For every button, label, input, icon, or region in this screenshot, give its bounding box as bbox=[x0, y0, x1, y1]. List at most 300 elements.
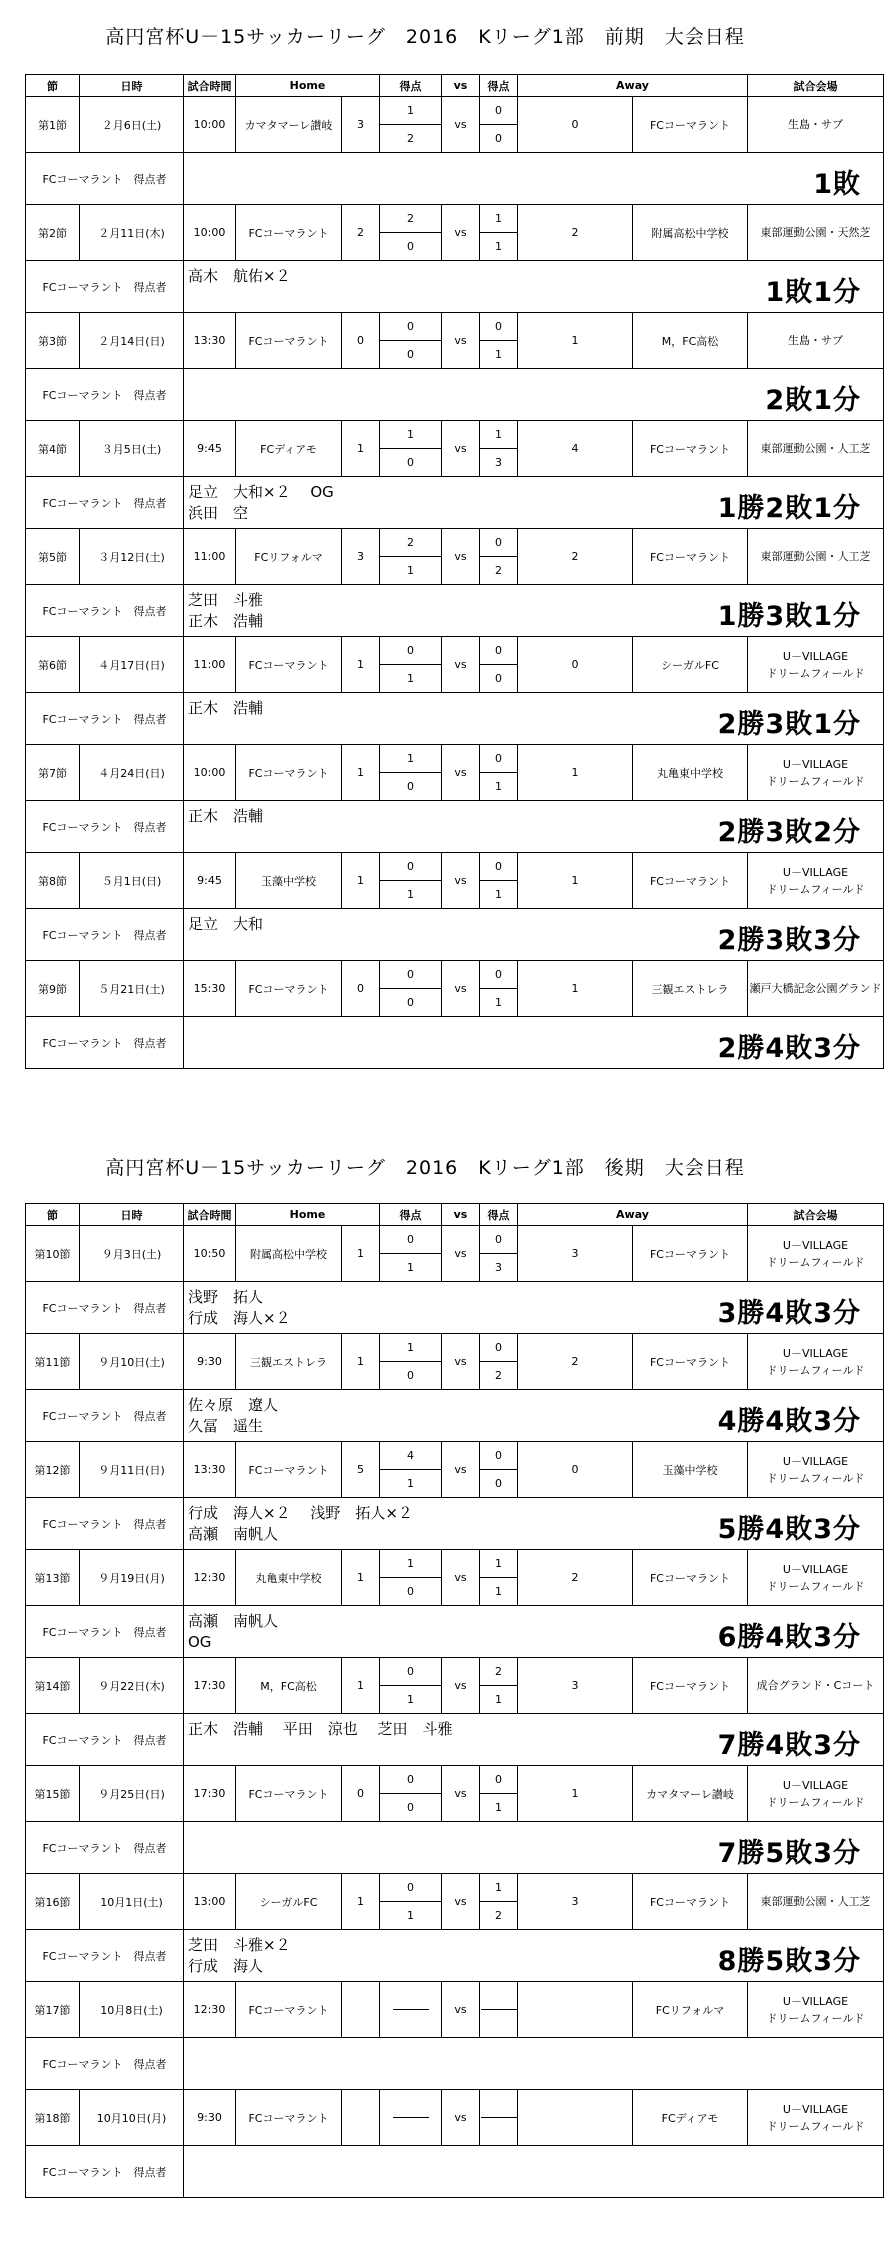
venue-line-2: ドリームフィールド bbox=[766, 882, 865, 896]
home-half-scores bbox=[380, 1334, 441, 1389]
home-team: FCコーマラント bbox=[236, 313, 342, 369]
match-date: ４月24日(日) bbox=[80, 745, 184, 801]
record-tally: 1敗 bbox=[813, 169, 861, 200]
away-second-half-score: 0 bbox=[495, 1477, 502, 1490]
away-half-scores bbox=[480, 421, 517, 476]
home-half-scores bbox=[380, 961, 441, 1016]
away-total-score: 2 bbox=[518, 529, 633, 585]
match-round: 第11節 bbox=[26, 1334, 80, 1390]
record-tally: 1敗1分 bbox=[765, 277, 861, 308]
away-first-half-score: 1 bbox=[480, 1874, 517, 1902]
match-venue bbox=[748, 961, 884, 1017]
blank-score-line bbox=[393, 2117, 429, 2118]
scorer-label: FCコーマラント 得点者 bbox=[26, 1930, 184, 1982]
home-team: 玉藻中学校 bbox=[236, 853, 342, 909]
away-first-half-score: 0 bbox=[480, 529, 517, 557]
match-row bbox=[26, 637, 884, 693]
home-first-half-score: 0 bbox=[380, 1874, 441, 1902]
scorer-row bbox=[26, 1930, 884, 1982]
home-total-score bbox=[342, 1982, 380, 2038]
away-half-cell bbox=[480, 205, 518, 261]
match-time: 10:00 bbox=[184, 205, 236, 261]
away-second-half-score: 0 bbox=[495, 132, 502, 145]
record-tally bbox=[861, 2061, 883, 2067]
home-total-score: 1 bbox=[342, 1874, 380, 1930]
away-first-half-score: 0 bbox=[480, 745, 517, 773]
match-round: 第15節 bbox=[26, 1766, 80, 1822]
home-half-scores bbox=[380, 421, 441, 476]
record-tally: 1勝3敗1分 bbox=[717, 601, 861, 632]
home-second-half-score: 0 bbox=[407, 1369, 414, 1382]
vs-label: vs bbox=[442, 961, 480, 1017]
scorer-label: FCコーマラント 得点者 bbox=[26, 1282, 184, 1334]
away-first-half-score: 0 bbox=[480, 313, 517, 341]
match-row bbox=[26, 529, 884, 585]
vs-label: vs bbox=[442, 745, 480, 801]
scorer-row bbox=[26, 2038, 884, 2090]
scorer-label: FCコーマラント 得点者 bbox=[26, 585, 184, 637]
scorer-row bbox=[26, 369, 884, 421]
home-first-half-score: 1 bbox=[380, 97, 441, 125]
match-venue bbox=[748, 2090, 884, 2146]
match-round: 第7節 bbox=[26, 745, 80, 801]
match-time: 9:45 bbox=[184, 421, 236, 477]
scorer-row bbox=[26, 1017, 884, 1069]
venue-line-1: U－VILLAGE bbox=[782, 649, 849, 663]
venue-line-1: U－VILLAGE bbox=[782, 865, 849, 879]
home-second-half-score: 0 bbox=[407, 1585, 414, 1598]
scorer-names bbox=[184, 2061, 188, 2063]
scorer-cell bbox=[184, 585, 884, 637]
away-second-half-score: 2 bbox=[495, 564, 502, 577]
vs-label: vs bbox=[442, 1982, 480, 2038]
header-round: 節 bbox=[26, 75, 80, 97]
away-second-half-score: 1 bbox=[495, 888, 502, 901]
match-time: 13:00 bbox=[184, 1874, 236, 1930]
scorer-cell bbox=[184, 693, 884, 745]
away-second-half-score: 1 bbox=[495, 1801, 502, 1814]
away-first-half-score: 0 bbox=[480, 1334, 517, 1362]
scorer-cell bbox=[184, 153, 884, 205]
home-first-half-score: 2 bbox=[380, 205, 441, 233]
match-round: 第5節 bbox=[26, 529, 80, 585]
away-second-half-score: 2 bbox=[495, 1909, 502, 1922]
match-venue bbox=[748, 745, 884, 801]
away-first-half-score: 0 bbox=[480, 97, 517, 125]
match-time: 15:30 bbox=[184, 961, 236, 1017]
away-second-half-score: 2 bbox=[495, 1369, 502, 1382]
scorer-cell bbox=[184, 1714, 884, 1766]
home-half-cell bbox=[380, 961, 442, 1017]
venue-line-1: U－VILLAGE bbox=[782, 757, 849, 771]
header-date: 日時 bbox=[80, 75, 184, 97]
match-time: 10:00 bbox=[184, 97, 236, 153]
vs-label: vs bbox=[442, 97, 480, 153]
home-half-cell bbox=[380, 1334, 442, 1390]
home-second-half-score: 0 bbox=[407, 780, 414, 793]
vs-label: vs bbox=[442, 1874, 480, 1930]
match-time: 10:50 bbox=[184, 1226, 236, 1282]
scorer-names: 佐々原 遼人 久冨 遥生 bbox=[188, 1396, 279, 1435]
venue-line-1: U－VILLAGE bbox=[782, 1346, 849, 1360]
match-venue bbox=[748, 1550, 884, 1606]
away-half-scores bbox=[480, 1658, 517, 1713]
scorer-names bbox=[184, 1825, 188, 1827]
home-second-half-score: 1 bbox=[407, 672, 414, 685]
blank-score-line bbox=[481, 2009, 517, 2010]
venue-line-1: U－VILLAGE bbox=[782, 2102, 849, 2116]
match-time: 17:30 bbox=[184, 1658, 236, 1714]
away-half-cell bbox=[480, 1658, 518, 1714]
venue-line-1: 東部運動公園・天然芝 bbox=[760, 226, 871, 239]
away-team: FCコーマラント bbox=[633, 97, 748, 153]
away-half-cell bbox=[480, 313, 518, 369]
away-total-score: 1 bbox=[518, 1766, 633, 1822]
away-first-half-score: 0 bbox=[480, 853, 517, 881]
match-venue bbox=[748, 205, 884, 261]
home-team: FCコーマラント bbox=[236, 205, 342, 261]
vs-label: vs bbox=[442, 637, 480, 693]
match-date: ３月5日(土) bbox=[80, 421, 184, 477]
scorer-names: 足立 大和×２ OG 浜田 空 bbox=[188, 483, 334, 522]
home-half-scores bbox=[380, 529, 441, 584]
match-time: 13:30 bbox=[184, 1442, 236, 1498]
match-venue bbox=[748, 853, 884, 909]
scorer-cell bbox=[184, 369, 884, 421]
scorer-cell bbox=[184, 1930, 884, 1982]
scorer-row bbox=[26, 261, 884, 313]
header-row bbox=[26, 1204, 884, 1226]
match-round: 第2節 bbox=[26, 205, 80, 261]
match-venue bbox=[748, 1334, 884, 1390]
away-team: FCコーマラント bbox=[633, 1226, 748, 1282]
scorer-label: FCコーマラント 得点者 bbox=[26, 1390, 184, 1442]
home-total-score: 0 bbox=[342, 1766, 380, 1822]
match-date: ９月25日(日) bbox=[80, 1766, 184, 1822]
match-time: 13:30 bbox=[184, 313, 236, 369]
scorer-names: 正木 浩輔 bbox=[188, 699, 264, 717]
scorer-label: FCコーマラント 得点者 bbox=[26, 477, 184, 529]
away-half-scores bbox=[480, 205, 517, 260]
away-total-score: 0 bbox=[518, 637, 633, 693]
scorer-label: FCコーマラント 得点者 bbox=[26, 1714, 184, 1766]
away-half-cell bbox=[480, 637, 518, 693]
away-total-score: 1 bbox=[518, 313, 633, 369]
match-venue bbox=[748, 1766, 884, 1822]
header-vs: vs bbox=[442, 75, 480, 97]
header-away-score: 得点 bbox=[480, 75, 518, 97]
scorer-cell bbox=[184, 1498, 884, 1550]
venue-line-1: 成合グランド・Cコート bbox=[756, 1679, 875, 1692]
vs-label: vs bbox=[442, 313, 480, 369]
home-half-scores bbox=[380, 1658, 441, 1713]
record-tally: 2勝3敗1分 bbox=[717, 709, 861, 740]
home-team: 丸亀東中学校 bbox=[236, 1550, 342, 1606]
away-team: FCコーマラント bbox=[633, 421, 748, 477]
away-team: 丸亀東中学校 bbox=[633, 745, 748, 801]
match-time: 9:30 bbox=[184, 1334, 236, 1390]
match-date: 10月1日(土) bbox=[80, 1874, 184, 1930]
away-total-score: 0 bbox=[518, 1442, 633, 1498]
venue-line-2: ドリームフィールド bbox=[766, 1795, 865, 1809]
home-total-score: 3 bbox=[342, 529, 380, 585]
away-half-scores bbox=[480, 97, 517, 152]
match-date: ９月22日(木) bbox=[80, 1658, 184, 1714]
away-half-cell bbox=[480, 1874, 518, 1930]
away-half-cell bbox=[480, 1442, 518, 1498]
home-half-cell bbox=[380, 1766, 442, 1822]
match-date: ５月21日(土) bbox=[80, 961, 184, 1017]
record-tally: 4勝4敗3分 bbox=[717, 1406, 861, 1437]
home-total-score: 5 bbox=[342, 1442, 380, 1498]
scorer-label: FCコーマラント 得点者 bbox=[26, 369, 184, 421]
header-home-score: 得点 bbox=[380, 1204, 442, 1226]
first-half-title: 高円宮杯U－15サッカーリーグ 2016 Kリーグ1部 前期 大会日程 bbox=[105, 26, 745, 48]
away-half-cell bbox=[480, 745, 518, 801]
away-second-half-score: 1 bbox=[495, 780, 502, 793]
away-total-score: 3 bbox=[518, 1658, 633, 1714]
match-venue bbox=[748, 529, 884, 585]
match-row bbox=[26, 1442, 884, 1498]
away-team: 附属高松中学校 bbox=[633, 205, 748, 261]
scorer-row bbox=[26, 1714, 884, 1766]
home-total-score: 3 bbox=[342, 97, 380, 153]
away-second-half-score: 1 bbox=[495, 996, 502, 1009]
home-first-half-score: 0 bbox=[380, 1766, 441, 1794]
header-away: Away bbox=[518, 75, 748, 97]
match-date: ２月6日(土) bbox=[80, 97, 184, 153]
scorer-label: FCコーマラント 得点者 bbox=[26, 1822, 184, 1874]
match-date: ９月10日(土) bbox=[80, 1334, 184, 1390]
away-half-scores bbox=[480, 1766, 517, 1821]
away-second-half-score: 1 bbox=[495, 1693, 502, 1706]
match-time: 12:30 bbox=[184, 1550, 236, 1606]
scorer-cell bbox=[184, 1017, 884, 1069]
match-time: 12:30 bbox=[184, 1982, 236, 2038]
scorer-row bbox=[26, 477, 884, 529]
venue-line-2: ドリームフィールド bbox=[766, 1579, 865, 1593]
match-date: ９月11日(日) bbox=[80, 1442, 184, 1498]
match-time: 11:00 bbox=[184, 529, 236, 585]
match-row bbox=[26, 1874, 884, 1930]
record-tally: 5勝4敗3分 bbox=[717, 1514, 861, 1545]
scorer-row bbox=[26, 1282, 884, 1334]
record-tally: 3勝4敗3分 bbox=[717, 1298, 861, 1329]
away-half-scores bbox=[480, 1550, 517, 1605]
match-time: 17:30 bbox=[184, 1766, 236, 1822]
match-row bbox=[26, 1658, 884, 1714]
scorer-label: FCコーマラント 得点者 bbox=[26, 2038, 184, 2090]
away-total-score: 2 bbox=[518, 1550, 633, 1606]
scorer-names: 浅野 拓人 行成 海人×２ bbox=[188, 1288, 291, 1327]
home-half-cell bbox=[380, 745, 442, 801]
home-first-half-score: 2 bbox=[380, 529, 441, 557]
away-team: FCコーマラント bbox=[633, 1334, 748, 1390]
away-half-cell bbox=[480, 421, 518, 477]
home-half-scores bbox=[380, 1766, 441, 1821]
match-date: ３月12日(土) bbox=[80, 529, 184, 585]
away-half-scores bbox=[480, 1226, 517, 1281]
vs-label: vs bbox=[442, 1658, 480, 1714]
home-second-half-score: 2 bbox=[407, 132, 414, 145]
scorer-row bbox=[26, 909, 884, 961]
match-round: 第9節 bbox=[26, 961, 80, 1017]
home-half-cell bbox=[380, 1982, 442, 2038]
match-round: 第10節 bbox=[26, 1226, 80, 1282]
home-half-cell bbox=[380, 97, 442, 153]
home-team: FCコーマラント bbox=[236, 1982, 342, 2038]
away-total-score bbox=[518, 2090, 633, 2146]
away-second-half-score: 1 bbox=[495, 240, 502, 253]
away-team: FCコーマラント bbox=[633, 1658, 748, 1714]
header-venue: 試合会場 bbox=[748, 75, 884, 97]
match-round: 第18節 bbox=[26, 2090, 80, 2146]
away-team: 玉藻中学校 bbox=[633, 1442, 748, 1498]
match-venue bbox=[748, 97, 884, 153]
header-home-score: 得点 bbox=[380, 75, 442, 97]
match-row bbox=[26, 1982, 884, 2038]
match-time: 9:30 bbox=[184, 2090, 236, 2146]
home-team: M，FC高松 bbox=[236, 1658, 342, 1714]
match-venue bbox=[748, 1982, 884, 2038]
home-half-scores bbox=[380, 853, 441, 908]
scorer-label: FCコーマラント 得点者 bbox=[26, 2146, 184, 2198]
home-half-scores bbox=[380, 637, 441, 692]
venue-line-1: 東部運動公園・人工芝 bbox=[760, 442, 871, 455]
vs-label: vs bbox=[442, 853, 480, 909]
home-half-scores bbox=[380, 313, 441, 368]
home-second-half-score: 1 bbox=[407, 1693, 414, 1706]
scorer-names: 芝田 斗雅 正木 浩輔 bbox=[188, 591, 264, 630]
away-team: M，FC高松 bbox=[633, 313, 748, 369]
away-team: 三観エストレラ bbox=[633, 961, 748, 1017]
scorer-row bbox=[26, 2146, 884, 2198]
away-half-cell bbox=[480, 1766, 518, 1822]
home-half-cell bbox=[380, 1226, 442, 1282]
away-total-score: 4 bbox=[518, 421, 633, 477]
scorer-label: FCコーマラント 得点者 bbox=[26, 153, 184, 205]
away-team: FCコーマラント bbox=[633, 1874, 748, 1930]
home-total-score: 1 bbox=[342, 1550, 380, 1606]
blank-score-line bbox=[481, 2117, 517, 2118]
vs-label: vs bbox=[442, 1442, 480, 1498]
record-tally bbox=[861, 2169, 883, 2175]
match-time: 9:45 bbox=[184, 853, 236, 909]
away-first-half-score: 1 bbox=[480, 205, 517, 233]
home-first-half-score: 0 bbox=[380, 313, 441, 341]
scorer-label: FCコーマラント 得点者 bbox=[26, 801, 184, 853]
away-half-scores bbox=[480, 529, 517, 584]
venue-line-2: ドリームフィールド bbox=[766, 2119, 865, 2133]
match-row bbox=[26, 853, 884, 909]
away-total-score: 1 bbox=[518, 853, 633, 909]
scorer-names: 高瀬 南帆人 OG bbox=[188, 1612, 279, 1651]
away-first-half-score: 0 bbox=[480, 1442, 517, 1470]
match-row bbox=[26, 1334, 884, 1390]
away-total-score: 3 bbox=[518, 1226, 633, 1282]
home-team: カマタマーレ讃岐 bbox=[236, 97, 342, 153]
home-first-half-score: 0 bbox=[380, 1226, 441, 1254]
match-round: 第14節 bbox=[26, 1658, 80, 1714]
match-row bbox=[26, 313, 884, 369]
scorer-cell bbox=[184, 801, 884, 853]
home-second-half-score: 0 bbox=[407, 240, 414, 253]
scorer-cell bbox=[184, 2146, 884, 2198]
match-round: 第12節 bbox=[26, 1442, 80, 1498]
match-round: 第16節 bbox=[26, 1874, 80, 1930]
venue-line-1: U－VILLAGE bbox=[782, 1454, 849, 1468]
venue-line-2: ドリームフィールド bbox=[766, 1255, 865, 1269]
scorer-row bbox=[26, 585, 884, 637]
scorer-row bbox=[26, 1390, 884, 1442]
scorer-cell bbox=[184, 1282, 884, 1334]
home-half-cell bbox=[380, 1550, 442, 1606]
scorer-names bbox=[184, 1020, 188, 1022]
away-team: FCコーマラント bbox=[633, 529, 748, 585]
match-date: ２月11日(木) bbox=[80, 205, 184, 261]
scorer-label: FCコーマラント 得点者 bbox=[26, 909, 184, 961]
scorer-row bbox=[26, 1822, 884, 1874]
scorer-label: FCコーマラント 得点者 bbox=[26, 1606, 184, 1658]
scorer-names bbox=[184, 2169, 188, 2171]
away-half-scores bbox=[480, 1334, 517, 1389]
venue-line-2: ドリームフィールド bbox=[766, 1363, 865, 1377]
scorer-label: FCコーマラント 得点者 bbox=[26, 261, 184, 313]
venue-line-1: 瀬戸大橋記念公園グランド bbox=[749, 982, 882, 995]
home-total-score: 1 bbox=[342, 1334, 380, 1390]
scorer-cell bbox=[184, 1390, 884, 1442]
home-half-cell bbox=[380, 313, 442, 369]
record-tally: 7勝5敗3分 bbox=[717, 1838, 861, 1869]
record-tally: 6勝4敗3分 bbox=[717, 1622, 861, 1653]
away-half-scores bbox=[480, 961, 517, 1016]
home-total-score: 2 bbox=[342, 205, 380, 261]
away-first-half-score: 0 bbox=[480, 1766, 517, 1794]
scorer-names: 正木 浩輔 bbox=[188, 807, 264, 825]
match-round: 第4節 bbox=[26, 421, 80, 477]
away-half-cell bbox=[480, 97, 518, 153]
match-date: ９月3日(土) bbox=[80, 1226, 184, 1282]
record-tally: 2勝3敗2分 bbox=[717, 817, 861, 848]
scorer-row bbox=[26, 1498, 884, 1550]
header-row bbox=[26, 75, 884, 97]
away-team: FCリフォルマ bbox=[633, 1982, 748, 2038]
home-total-score: 1 bbox=[342, 1226, 380, 1282]
home-half-scores bbox=[380, 1442, 441, 1497]
home-second-half-score: 0 bbox=[407, 996, 414, 1009]
venue-line-1: 生島・サブ bbox=[788, 334, 843, 347]
header-kickoff-time: 試合時間 bbox=[184, 75, 236, 97]
away-first-half-score: 0 bbox=[480, 637, 517, 665]
record-tally: 2勝4敗3分 bbox=[717, 1033, 861, 1064]
away-half-scores bbox=[480, 313, 517, 368]
away-half-scores bbox=[480, 745, 517, 800]
match-venue bbox=[748, 1442, 884, 1498]
venue-line-1: U－VILLAGE bbox=[782, 1238, 849, 1252]
home-total-score: 0 bbox=[342, 961, 380, 1017]
away-team: FCコーマラント bbox=[633, 1550, 748, 1606]
match-date: ２月14日(日) bbox=[80, 313, 184, 369]
record-tally: 7勝4敗3分 bbox=[717, 1730, 861, 1761]
scorer-row bbox=[26, 153, 884, 205]
scorer-cell bbox=[184, 261, 884, 313]
home-team: FCディアモ bbox=[236, 421, 342, 477]
vs-label: vs bbox=[442, 1226, 480, 1282]
second-half-schedule-table bbox=[25, 1203, 884, 2198]
home-half-scores bbox=[380, 1550, 441, 1605]
home-half-cell bbox=[380, 1874, 442, 1930]
scorer-cell bbox=[184, 2038, 884, 2090]
